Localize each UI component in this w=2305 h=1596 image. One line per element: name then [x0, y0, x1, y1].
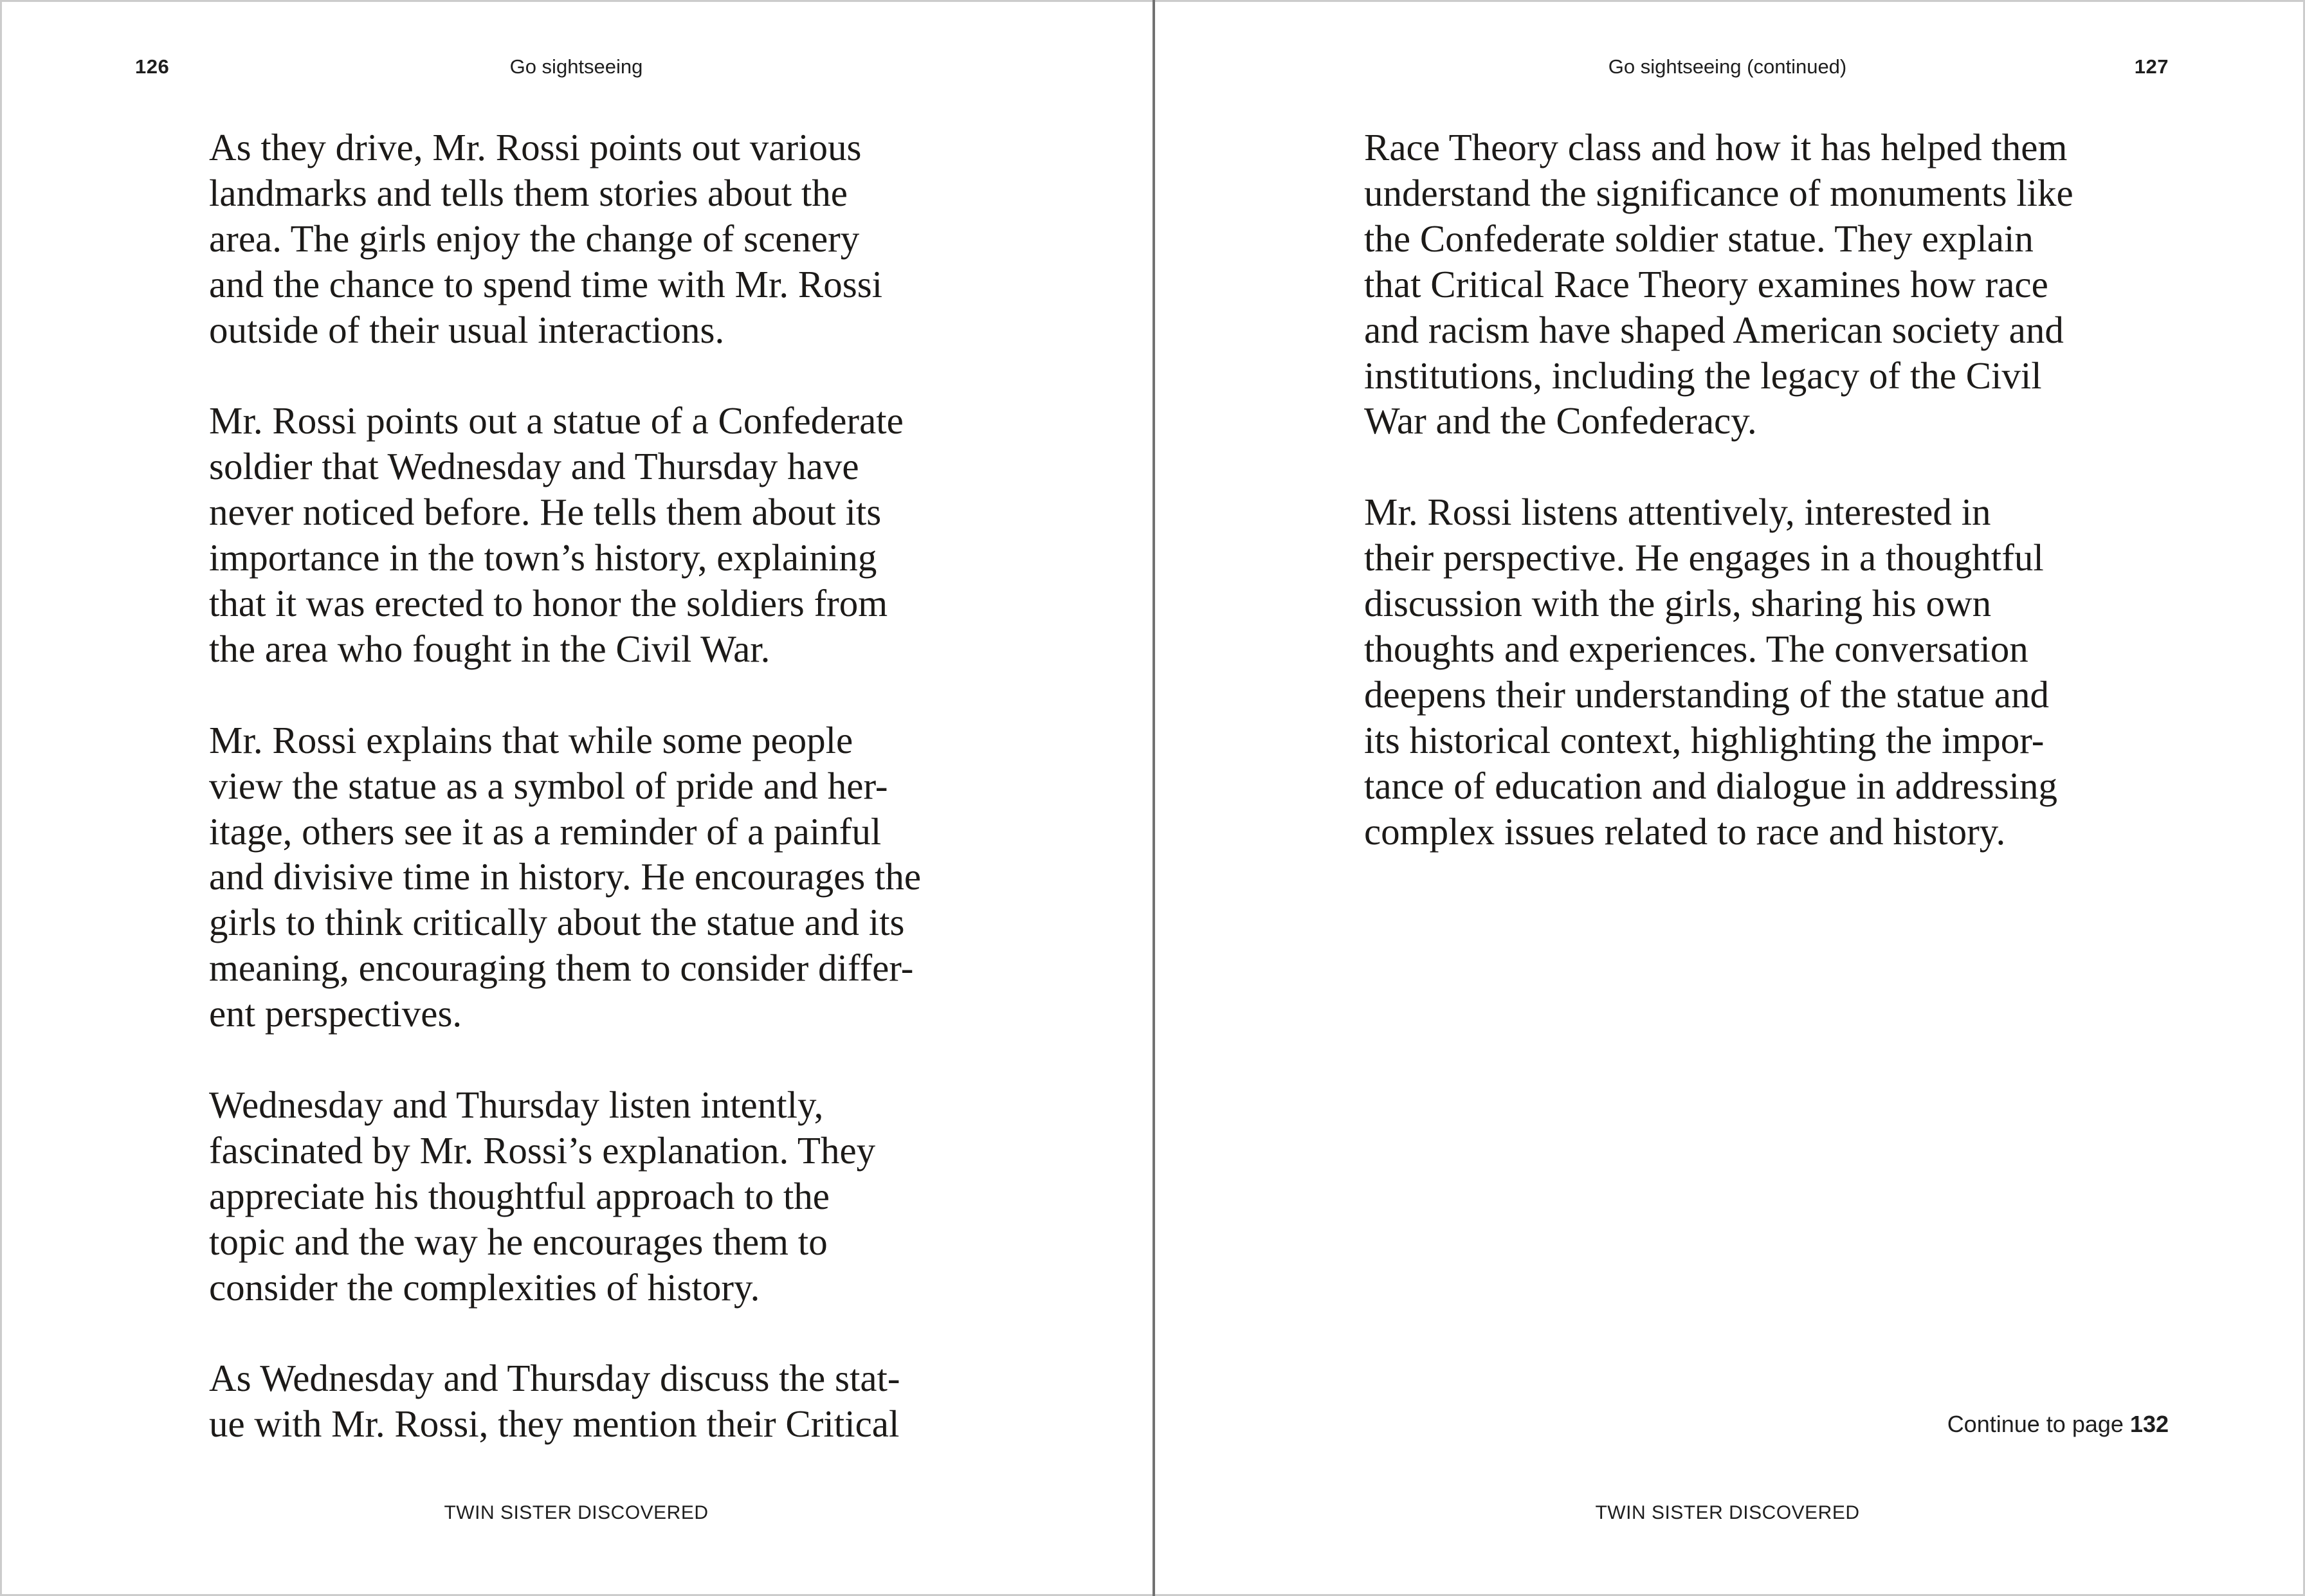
text-line: deepens their understanding of the statue and — [1364, 673, 2049, 716]
text-line: landmarks and tells them stories about the — [209, 171, 848, 214]
text-line: their perspective. He engages in a thoughtful — [1364, 536, 2044, 579]
text-line: outside of their usual interactions. — [209, 308, 725, 351]
text-line: the Confederate soldier statue. They explain — [1364, 217, 2034, 260]
text-line: Mr. Rossi explains that while some people — [209, 718, 853, 761]
text-line: tance of education and dialogue in addressing — [1364, 764, 2058, 807]
text-line: As they drive, Mr. Rossi points out various — [209, 126, 862, 168]
book-title-footer: TWIN SISTER DISCOVERED — [444, 1502, 709, 1523]
running-head: Go sightseeing — [509, 55, 643, 78]
paragraph — [209, 718, 981, 1037]
text-line: soldier that Wednesday and Thursday have — [209, 445, 859, 488]
text-line: never noticed before. He tells them about its — [209, 491, 882, 534]
text-line: importance in the town’s history, explaining — [209, 536, 877, 579]
paragraph — [209, 1082, 981, 1310]
text-line: itage, others see it as a reminder of a painful — [209, 810, 882, 853]
continue-label: Continue to page — [1947, 1411, 2124, 1437]
text-line: understand the significance of monuments like — [1364, 171, 2073, 214]
text-line: its historical context, highlighting the impor- — [1364, 718, 2045, 761]
text-line: area. The girls enjoy the change of scenery — [209, 217, 860, 260]
paragraph — [209, 1356, 981, 1447]
continue-page-number: 132 — [2129, 1411, 2169, 1437]
page-number: 126 — [135, 55, 170, 78]
text-line: ue with Mr. Rossi, they mention their Critical — [209, 1402, 900, 1446]
text-line: As Wednesday and Thursday discuss the stat- — [209, 1357, 900, 1400]
text-line: complex issues related to race and history. — [1364, 810, 2006, 853]
text-line: view the statue as a symbol of pride and her- — [209, 764, 888, 807]
text-line: War and the Confederacy. — [1364, 399, 1757, 442]
text-line: Race Theory class and how it has helped them — [1364, 126, 2068, 168]
paragraph — [1364, 125, 2136, 444]
paragraph — [209, 125, 981, 353]
text-line: and racism have shaped American society and — [1364, 308, 2064, 351]
text-line: ent perspectives. — [209, 992, 462, 1035]
text-line: that Critical Race Theory examines how race — [1364, 262, 2048, 305]
text-line: discussion with the girls, sharing his own — [1364, 582, 1992, 625]
text-line: Mr. Rossi listens attentively, interested in — [1364, 491, 1991, 534]
text-line: and the chance to spend time with Mr. Rossi — [209, 262, 883, 305]
text-line: appreciate his thoughtful approach to the — [209, 1174, 830, 1217]
paragraph — [1364, 489, 2136, 854]
right-page — [1155, 0, 2305, 1596]
paragraph — [209, 398, 981, 671]
text-line: topic and the way he encourages them to — [209, 1220, 828, 1263]
left-page — [0, 0, 1152, 1596]
page-number: 127 — [2134, 55, 2169, 78]
continue-to-page-link[interactable] — [1947, 1411, 2169, 1438]
text-line: consider the complexities of history. — [209, 1265, 760, 1309]
text-line: girls to think critically about the statue and its — [209, 901, 905, 944]
body-text — [209, 125, 981, 1492]
running-head: Go sightseeing (continued) — [1608, 55, 1847, 78]
text-line: and divisive time in history. He encourages the — [209, 855, 922, 898]
body-text — [1364, 125, 2136, 900]
text-line: that it was erected to honor the soldiers from — [209, 582, 888, 625]
text-line: institutions, including the legacy of the Civil — [1364, 354, 2042, 397]
text-line: the area who fought in the Civil War. — [209, 627, 770, 670]
text-line: Mr. Rossi points out a statue of a Confederate — [209, 399, 904, 442]
text-line: Wednesday and Thursday listen intently, — [209, 1083, 824, 1126]
text-line: thoughts and experiences. The conversation — [1364, 627, 2028, 670]
book-title-footer: TWIN SISTER DISCOVERED — [1595, 1502, 1860, 1523]
text-line: meaning, encouraging them to consider differ- — [209, 947, 914, 990]
text-line: fascinated by Mr. Rossi’s explanation. They — [209, 1129, 876, 1172]
